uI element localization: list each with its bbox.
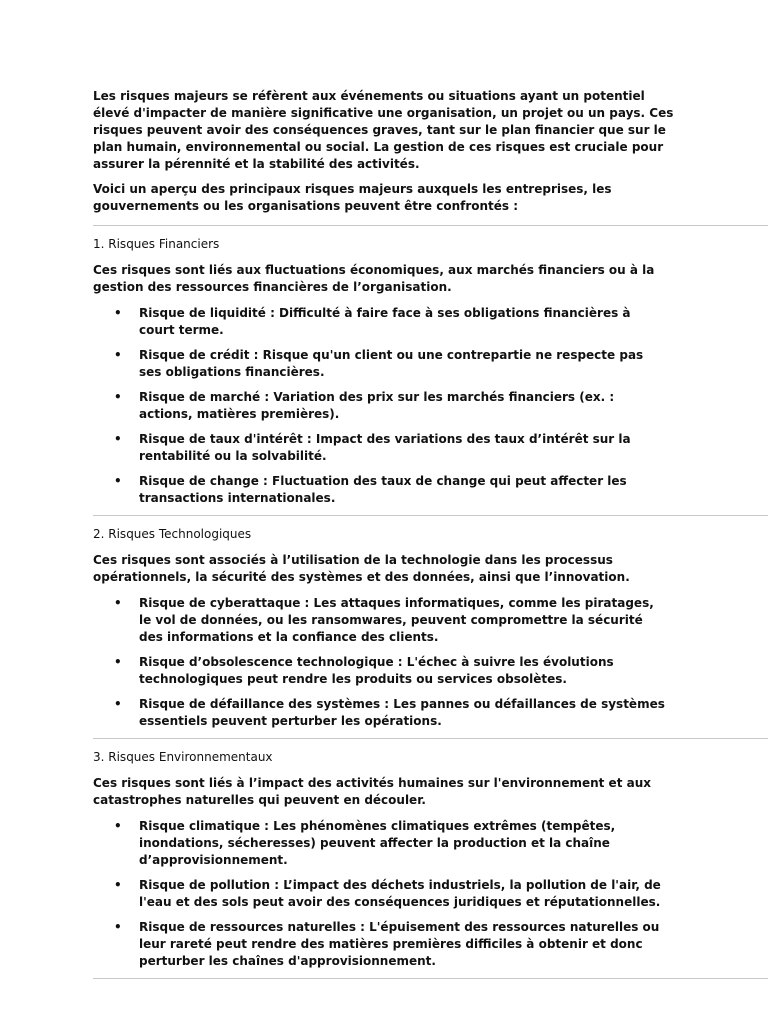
- bullet-icon: •: [114, 697, 122, 711]
- list-item: [93, 877, 669, 911]
- section-technological-risks: [93, 526, 768, 730]
- section-heading: 1. Risques Financiers: [93, 237, 220, 251]
- bullet-icon: •: [114, 878, 122, 892]
- section-divider: [93, 225, 768, 226]
- list-item: [93, 389, 669, 423]
- list-item: [93, 305, 669, 339]
- section-divider: [93, 738, 768, 739]
- bullet-icon: •: [114, 920, 122, 934]
- list-item: [93, 595, 669, 646]
- list-item-text: Risque de change : Fluctuation des taux de change qui peut affecter les transactions internationales.: [139, 474, 627, 505]
- document-page: [93, 88, 768, 979]
- list-item-text: Risque d’obsolescence technologique : L'échec à suivre les évolutions technologiques peut rendre les produits ou services obsolètes.: [139, 655, 614, 686]
- list-item-text: Risque de marché : Variation des prix sur les marchés financiers (ex. : actions, matières premières).: [139, 390, 615, 421]
- bullet-icon: •: [114, 348, 122, 362]
- bullet-icon: •: [114, 655, 122, 669]
- section-divider: [93, 978, 768, 979]
- list-item: [93, 431, 669, 465]
- section-financial-risks: [93, 236, 768, 507]
- list-item: [93, 696, 669, 730]
- list-item-text: Risque de liquidité : Difficulté à faire face à ses obligations financières à court terme.: [139, 306, 631, 337]
- intro-paragraph-2: Voici un aperçu des principaux risques majeurs auxquels les entreprises, les gouvernements ou les organisations peuvent être confrontés :: [93, 182, 612, 213]
- risk-list: [93, 305, 768, 507]
- list-item-text: Risque de pollution : L’impact des déchets industriels, la pollution de l'air, de l'eau et des sols peut avoir des conséquences juridiques et réputationnelles.: [139, 878, 661, 909]
- bullet-icon: •: [114, 432, 122, 446]
- risk-list: [93, 818, 768, 970]
- list-item: [93, 919, 669, 970]
- bullet-icon: •: [114, 390, 122, 404]
- bullet-icon: •: [114, 819, 122, 833]
- list-item-text: Risque de défaillance des systèmes : Les pannes ou défaillances de systèmes essentiels peuvent perturber les opérations.: [139, 697, 665, 728]
- list-item-text: Risque de ressources naturelles : L'épuisement des ressources naturelles ou leur rareté peut rendre des matières premières difficiles à obtenir et donc perturber les chaînes d'approvisionnement.: [139, 920, 660, 968]
- list-item-text: Risque de crédit : Risque qu'un client ou une contrepartie ne respecte pas ses obligations financières.: [139, 348, 644, 379]
- list-item-text: Risque climatique : Les phénomènes climatiques extrêmes (tempêtes, inondations, sécheresses) peuvent affecter la production et la chaîne d’approvisionnement.: [139, 819, 616, 867]
- section-description: Ces risques sont liés aux fluctuations économiques, aux marchés financiers ou à la gestion des ressources financières de l’organisation.: [93, 263, 655, 294]
- list-item-text: Risque de cyberattaque : Les attaques informatiques, comme les piratages, le vol de données, ou les ransomwares, peuvent compromettre la sécurité des informations et la confiance des clients.: [139, 596, 654, 644]
- list-item: [93, 818, 669, 869]
- section-environmental-risks: [93, 749, 768, 970]
- list-item: [93, 347, 669, 381]
- list-item: [93, 654, 669, 688]
- bullet-icon: •: [114, 306, 122, 320]
- section-description: Ces risques sont associés à l’utilisation de la technologie dans les processus opérationnels, la sécurité des systèmes et des données, ainsi que l’innovation.: [93, 553, 630, 584]
- risk-list: [93, 595, 768, 730]
- bullet-icon: •: [114, 474, 122, 488]
- section-heading: 3. Risques Environnementaux: [93, 750, 273, 764]
- section-heading: 2. Risques Technologiques: [93, 527, 252, 541]
- intro-paragraph-1: Les risques majeurs se réfèrent aux événements ou situations ayant un potentiel élevé d'impacter de manière significative une organisation, un projet ou un pays. Ces risques peuvent avoir des conséquences graves, tant sur le plan financier que sur le plan humain, environnemental ou social. La gestion de ces risques est cruciale pour assurer la pérennité et la stabilité des activités.: [93, 89, 674, 171]
- section-description: Ces risques sont liés à l’impact des activités humaines sur l'environnement et aux catastrophes naturelles qui peuvent en découler.: [93, 776, 651, 807]
- section-divider: [93, 515, 768, 516]
- list-item: [93, 473, 669, 507]
- bullet-icon: •: [114, 596, 122, 610]
- list-item-text: Risque de taux d'intérêt : Impact des variations des taux d’intérêt sur la rentabilité ou la solvabilité.: [139, 432, 631, 463]
